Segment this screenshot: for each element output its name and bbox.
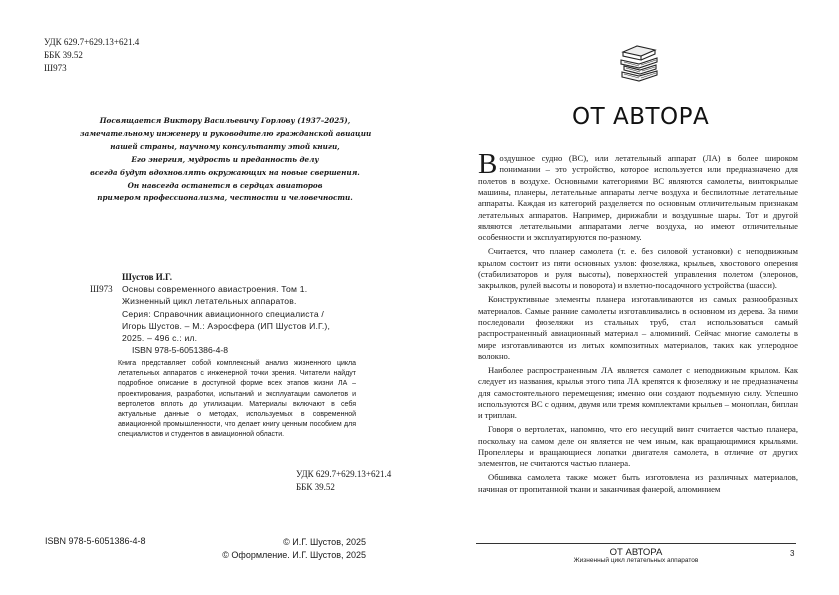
biblio-line: Серия: Справочник авиационного специалиста / (122, 308, 324, 319)
paragraph: Считается, что планер самолета (т. е. без силовой установки) с неподвижным крылом состоит из пяти основных узлов: фюзеляжа, крыльев, хвостового оперения (стабилизаторов и руля высоты), поверхностей управления полетом (элеронов, закрылков, рулей высоты и поворота) и взлетно-посадочного устройства (шасси). (478, 246, 798, 291)
biblio-line: 2025. – 496 с.: ил. (122, 333, 198, 344)
bbk-code: ББК 39.52 (44, 50, 83, 60)
footer-rule (476, 543, 796, 544)
page-number: 3 (790, 549, 795, 558)
dedication-line: нашей страны, научному консультанту этой книги, (110, 141, 340, 151)
paragraph: Воздушное судно (ВС), или летательный аппарат (ЛА) в более широком понимании – это устройство, которое используется или предназначено для полетов в воздухе. Основными категориями ВС являются самолеты, винтокрылые машины, планеры, летательные аппараты легче воздуха и беспилотные летательные аппараты. Каждая из категорий разделяется по основным отличительным признакам летательных аппаратов. Например, дирижабли и воздушные шары. Тот и другой являются летательными аппаратами легче воздуха, но имеют отличительные особенности и эксплуатируются по-разному. (478, 148, 798, 243)
drop-cap: В (478, 148, 498, 180)
dedication-line: Его энергия, мудрость и преданность делу (131, 154, 319, 164)
copyright-line: © И.Г. Шустов, 2025 (283, 537, 366, 547)
paragraph: Обшивка самолета также может быть изготовлена из различных материалов, начиная от пропитанной ткани и заканчивая фанерой, алюминием (478, 472, 798, 494)
body-text (478, 148, 798, 498)
paragraph: Наиболее распространенным ЛА является самолет с неподвижным крылом. Как следует из названия, крылья этого типа ЛА крепятся к фюзеляжу и не предназначены для самостоятельного перемещения; именно они создают подъемную силу. Успешно используются ВС с одним, двумя или тремя комплектами крыльев – моноплан, биплан и триплан. (478, 364, 798, 421)
dedication-line: примером профессионализма, честности и человечности. (97, 193, 353, 203)
bibliographic-record (90, 271, 380, 356)
biblio-isbn: ISBN 978-5-6051386-4-8 (132, 345, 229, 356)
biblio-line: Основы современного авиастроения. Том 1. (122, 284, 308, 295)
books-stack-icon (615, 38, 663, 86)
biblio-line: Игорь Шустов. – М.: Аэросфера (ИП Шустов И.Г.), (122, 320, 331, 331)
udc-code: УДК 629.7+629.13+621.4 (296, 469, 392, 479)
running-footer-subtitle: Жизненный цикл летательных аппаратов (573, 557, 699, 564)
running-footer-title: ОТ АВТОРА (609, 547, 663, 558)
classification-codes (44, 36, 139, 75)
author-sign: Ш973 (44, 63, 67, 73)
page-title: ОТ АВТОРА (572, 104, 710, 130)
copyright (206, 536, 366, 562)
isbn: ISBN 978-5-6051386-4-8 (45, 536, 146, 546)
paragraph: Говоря о вертолетах, напомню, что его несущий винт считается частью планера, поскольку на самом деле он является не чем иным, как вращающимися крыльями. Пропеллеры и вращающиеся лопатки двигателя самолета, в отличие от других элементов, не считаются частью планера. (478, 424, 798, 469)
bbk-code: ББК 39.52 (296, 481, 335, 492)
udc-code: УДК 629.7+629.13+621.4 (44, 37, 140, 47)
dedication-line: всегда будут вдохновлять окружающих на новые свершения. (90, 167, 360, 177)
dedication-line: Он навсегда останется в сердцах авиаторов (127, 180, 323, 190)
copyright-line: © Оформление. И.Г. Шустов, 2025 (222, 550, 366, 560)
biblio-code: Ш973 (90, 284, 113, 295)
dedication-line: замечательному инженеру и руководителю гражданской авиации (80, 128, 372, 138)
classification-codes-bottom (296, 468, 391, 493)
annotation: Книга представляет собой комплексный анализ жизненного цикла летательных аппаратов с инженерной точки зрения. Читатели найдут подробное описание в доступной форме всех этапов жизни ЛА – проектирования, разработки, испытаний и эксплуатации самолетов и вертолетов вплоть до утилизации. Материалы включают в себя актуальные данные о методах, используемых в современной авиационной промышленности, что делает книгу ценным пособием для специалистов и студентов в авиационной области. (118, 360, 356, 439)
biblio-line: Жизненный цикл летательных аппаратов. (122, 296, 297, 307)
dedication-line: Посвящается Виктору Васильевичу Горлову (1937–2025), (99, 116, 351, 125)
right-page (420, 0, 839, 595)
dedication (80, 115, 370, 205)
biblio-author: Шустов И.Г. (122, 272, 173, 282)
paragraph: Конструктивные элементы планера изготавливаются из самых разнообразных материалов. Самые ранние самолеты изготавливались в основном из дерева. За ними последовали фюзеляжи из стальных труб, стал использоваться самый распространенный авиационный материал – алюминий. Сейчас многие самолеты в мире изготавливаются из литых композитных материалов, таких как углеродное волокно. (478, 294, 798, 362)
